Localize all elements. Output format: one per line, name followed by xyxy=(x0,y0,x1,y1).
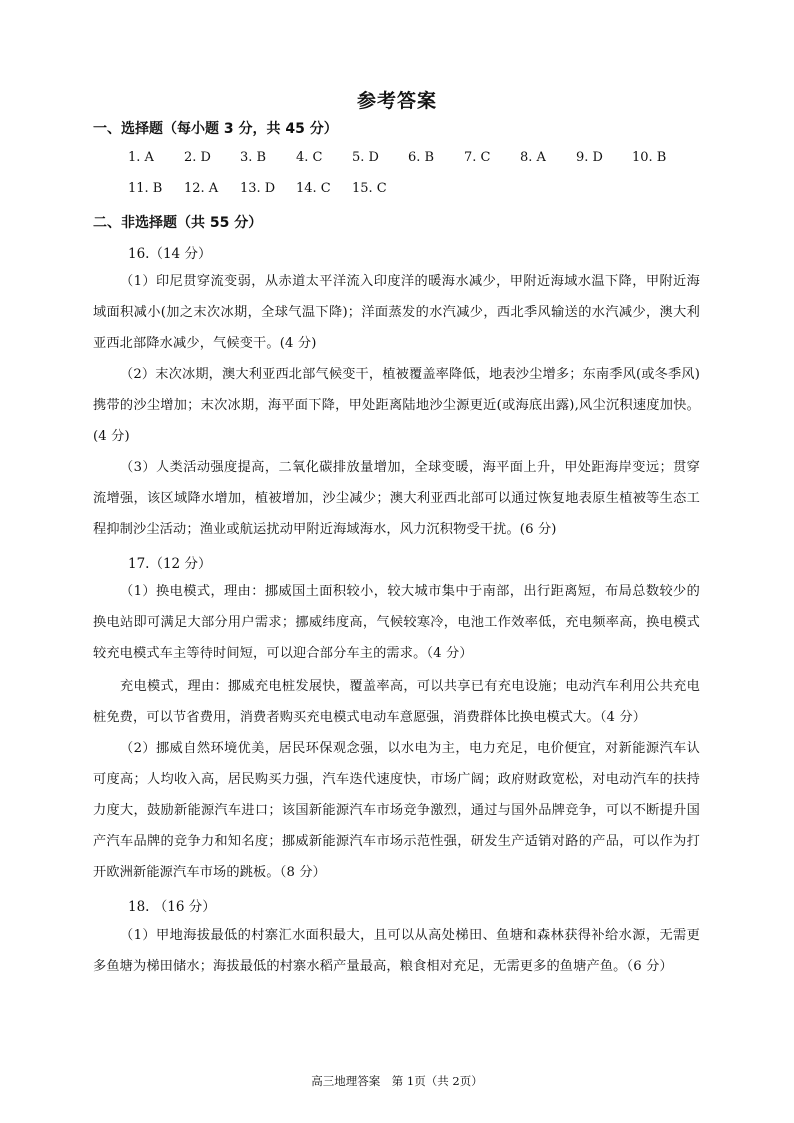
answer-item: 8. A xyxy=(520,150,546,165)
question-16-number: 16.（14 分） xyxy=(128,246,212,262)
question-17-part-1b: 充电模式，理由：挪威充电桩发展快，覆盖率高，可以共享已有充电设施；电动汽车利用公共充电桩免费，可以节省费用，消费者购买充电模式电动车意愿强，消费群体比换电模式大。（4 分） xyxy=(93,679,700,725)
answer-item: 13. D xyxy=(240,181,276,196)
choice-answers-row-2 xyxy=(128,181,408,196)
answer-item: 4. C xyxy=(296,150,323,165)
answer-item: 6. B xyxy=(408,150,435,165)
section-heading-choice: 一、选择题（每小题 3 分，共 45 分） xyxy=(93,121,338,137)
question-17-number: 17.（12 分） xyxy=(128,556,212,572)
question-17-part-1: （1）换电模式，理由：挪威国土面积较小，较大城市集中于南部，出行距离短，布局总数较少的换电站即可满足大部分用户需求；挪威纬度高，气候较寒冷，电池工作效率低，充电频率高，换电模式较充电模式车主等待时间短，可以迎合部分车主的需求。（4 分） xyxy=(93,584,700,661)
answer-item: 15. C xyxy=(352,181,387,196)
answer-item: 9. D xyxy=(576,150,603,165)
question-17-part-2: （2）挪威自然环境优美，居民环保观念强，以水电为主，电力充足，电价便宜，对新能源汽车认可度高；人均收入高，居民购买力强，汽车迭代速度快，市场广阔；政府财政宽松，对电动汽车的扶持力度大，鼓励新能源汽车进口；该国新能源汽车市场竞争激烈，通过与国外品牌竞争，可以不断提升国产汽车品牌的竞争力和知名度；挪威新能源汽车市场示范性强，研发生产适销对路的产品，可以作为打开欧洲新能源汽车市场的跳板。（8 分） xyxy=(93,741,700,880)
question-16-part-2: （2）末次冰期，澳大利亚西北部气候变干，植被覆盖率降低，地表沙尘增多；东南季风(或冬季风)携带的沙尘增加；末次冰期，海平面下降，甲处距离陆地沙尘源更近(或海底出露),风尘沉积速度加快。(4 分) xyxy=(93,367,700,444)
answer-item: 7. C xyxy=(464,150,491,165)
question-16-part-1: （1）印尼贯穿流变弱，从赤道太平洋流入印度洋的暖海水减少，甲附近海域水温下降，甲附近海域面积减小(加之末次冰期，全球气温下降)；洋面蒸发的水汽减少，西北季风输送的水汽减少，澳大利亚西北部降水减少，气候变干。(4 分) xyxy=(93,274,700,351)
answer-item: 12. A xyxy=(184,181,219,196)
answer-item: 2. D xyxy=(184,150,211,165)
question-18-part-1: （1）甲地海拔最低的村寨汇水面积最大，且可以从高处梯田、鱼塘和森林获得补给水源，无需更多鱼塘为梯田储水；海拔最低的村寨水稻产量最高，粮食相对充足，无需更多的鱼塘产鱼。（6 分） xyxy=(93,928,700,974)
choice-answers-row-1 xyxy=(128,150,688,165)
page-title: 参考答案 xyxy=(356,90,437,112)
answer-item: 3. B xyxy=(240,150,267,165)
question-16-part-3: （3）人类活动强度提高，二氧化碳排放量增加，全球变暖，海平面上升，甲处距海岸变远；贯穿流增强，该区域降水增加，植被增加，沙尘减少；澳大利亚西北部可以通过恢复地表原生植被等生态工程抑制沙尘活动；渔业或航运扰动甲附近海域海水，风力沉积物受干扰。(6 分) xyxy=(93,460,700,537)
page-footer: 高三地理答案 第 1页（共 2页） xyxy=(311,1074,483,1088)
answer-item: 14. C xyxy=(296,181,331,196)
answer-item: 1. A xyxy=(128,150,154,165)
answer-item: 10. B xyxy=(632,150,667,165)
answer-item: 11. B xyxy=(128,181,163,196)
section-heading-nonchoice: 二、非选择题（共 55 分） xyxy=(93,215,263,231)
question-18-number: 18. （16 分） xyxy=(128,899,216,915)
answer-item: 5. D xyxy=(352,150,379,165)
